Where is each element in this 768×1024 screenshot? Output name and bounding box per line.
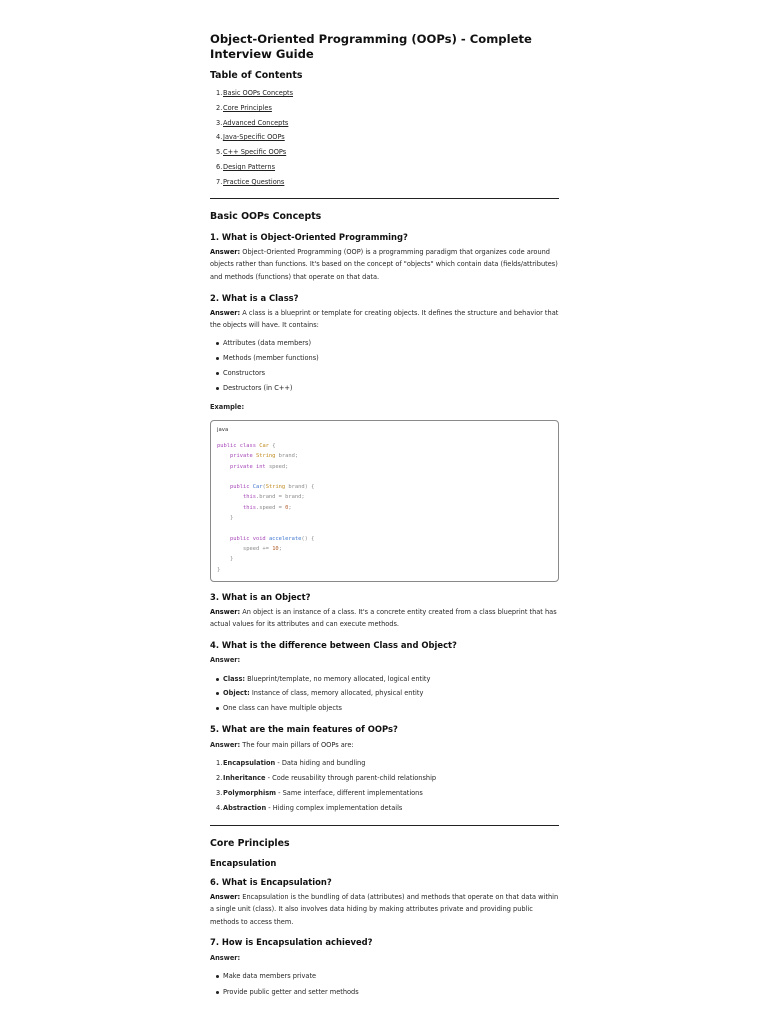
toc-link-java-specific[interactable]: Java-Specific OOPs: [223, 133, 285, 141]
code-line: }: [217, 556, 234, 563]
section-divider: [210, 198, 559, 199]
list-item: Class: Blueprint/template, no memory allocated, logical entity: [210, 675, 510, 685]
bullet-icon: [216, 707, 219, 710]
bullet-icon: [216, 678, 219, 681]
bullet-icon: [216, 342, 219, 345]
toc-link-advanced-concepts[interactable]: Advanced Concepts: [223, 119, 289, 127]
question-5-title: 5. What are the main features of OOPs?: [210, 724, 398, 734]
list-item: One class can have multiple objects: [210, 704, 510, 714]
toc-link-basic-oops[interactable]: Basic OOPs Concepts: [223, 89, 294, 97]
toc-item: 1. Basic OOPs Concepts: [216, 89, 294, 97]
question-1-answer: Answer: Object-Oriented Programming (OOP) is a programming paradigm that organizes code around objects rather than functions. It's based on the concept of "objects" which contain data (fields/attributes) and methods (functions) that operate on that data.: [210, 248, 558, 281]
list-item: 3. Polymorphism - Same interface, different implementations: [216, 789, 423, 797]
code-content: [217, 441, 314, 575]
code-line: [217, 474, 220, 480]
page-title: Object-Oriented Programming (OOPs) - Complete Interview Guide: [210, 32, 532, 61]
list-item: Constructors: [210, 369, 410, 379]
question-4-title: 4. What is the difference between Class and Object?: [210, 640, 457, 650]
section-heading-basic: Basic OOPs Concepts: [210, 211, 322, 222]
toc-link-cpp-specific[interactable]: C++ Specific OOPs: [223, 148, 287, 156]
code-line: }: [217, 515, 234, 522]
question-6-title: 6. What is Encapsulation?: [210, 877, 332, 887]
list-item: Make data members private: [210, 972, 410, 982]
subsection-heading-encapsulation: Encapsulation: [210, 858, 277, 868]
toc-item: 5. C++ Specific OOPs: [216, 148, 287, 156]
bullet-icon: [216, 692, 219, 695]
code-block: [210, 420, 559, 582]
toc-item: 6. Design Patterns: [216, 163, 276, 171]
toc-link-design-patterns[interactable]: Design Patterns: [223, 163, 276, 171]
code-line: public void accelerate() {: [217, 535, 315, 542]
list-item: Destructors (in C++): [210, 384, 410, 394]
section-divider: [210, 825, 559, 826]
code-line: }: [217, 566, 221, 573]
question-4-answer-label: Answer:: [210, 656, 241, 664]
toc-item: 7. Practice Questions: [216, 178, 285, 186]
toc-link-practice-questions[interactable]: Practice Questions: [223, 178, 285, 186]
question-3-answer: Answer: An object is an instance of a class. It's a concrete entity created from a class blueprint that has actual values for its attributes and can execute methods.: [210, 608, 557, 629]
question-1-title: 1. What is Object-Oriented Programming?: [210, 232, 408, 242]
list-item: Methods (member functions): [210, 354, 410, 364]
list-item: Provide public getter and setter methods: [210, 988, 410, 998]
bullet-icon: [216, 357, 219, 360]
question-7-answer-label: Answer:: [210, 954, 241, 962]
code-line: private String brand;: [217, 453, 299, 460]
bullet-icon: [216, 991, 219, 994]
list-item: Object: Instance of class, memory allocated, physical entity: [210, 689, 510, 699]
toc-item: 2. Core Principles: [216, 104, 272, 112]
code-line: speed += 10;: [217, 545, 282, 552]
list-item: 4. Abstraction - Hiding complex implementation details: [216, 804, 403, 812]
toc-item: 3. Advanced Concepts: [216, 119, 289, 127]
toc-item: 4. Java-Specific OOPs: [216, 133, 285, 141]
section-heading-core: Core Principles: [210, 838, 290, 849]
list-item: Attributes (data members): [210, 339, 410, 349]
list-item: 1. Encapsulation - Data hiding and bundling: [216, 759, 366, 767]
question-7-title: 7. How is Encapsulation achieved?: [210, 937, 373, 947]
code-line: [217, 525, 220, 531]
toc-heading: Table of Contents: [210, 70, 303, 81]
code-line: public class Car {: [217, 443, 276, 449]
bullet-icon: [216, 372, 219, 375]
code-line: private int speed;: [217, 463, 289, 470]
code-line: public Car(String brand) {: [217, 484, 315, 491]
code-language-label: java: [217, 427, 229, 433]
question-5-answer: Answer: The four main pillars of OOPs are:: [210, 741, 354, 749]
question-2-answer: Answer: A class is a blueprint or template for creating objects. It defines the structure and behavior that the objects will have. It contains:: [210, 309, 559, 330]
bullet-icon: [216, 975, 219, 978]
question-2-title: 2. What is a Class?: [210, 293, 299, 303]
list-item: 2. Inheritance - Code reusability through parent-child relationship: [216, 774, 437, 782]
code-line: this.brand = brand;: [217, 494, 305, 501]
example-label: Example:: [210, 403, 245, 411]
bullet-icon: [216, 387, 219, 390]
code-line: this.speed = 0;: [217, 504, 292, 511]
toc-link-core-principles[interactable]: Core Principles: [223, 104, 272, 112]
question-6-answer: Answer: Encapsulation is the bundling of data (attributes) and methods that operate on that data within a single unit (class). It also involves data hiding by making attributes private and providing public methods to access them.: [210, 893, 559, 926]
question-3-title: 3. What is an Object?: [210, 592, 311, 602]
